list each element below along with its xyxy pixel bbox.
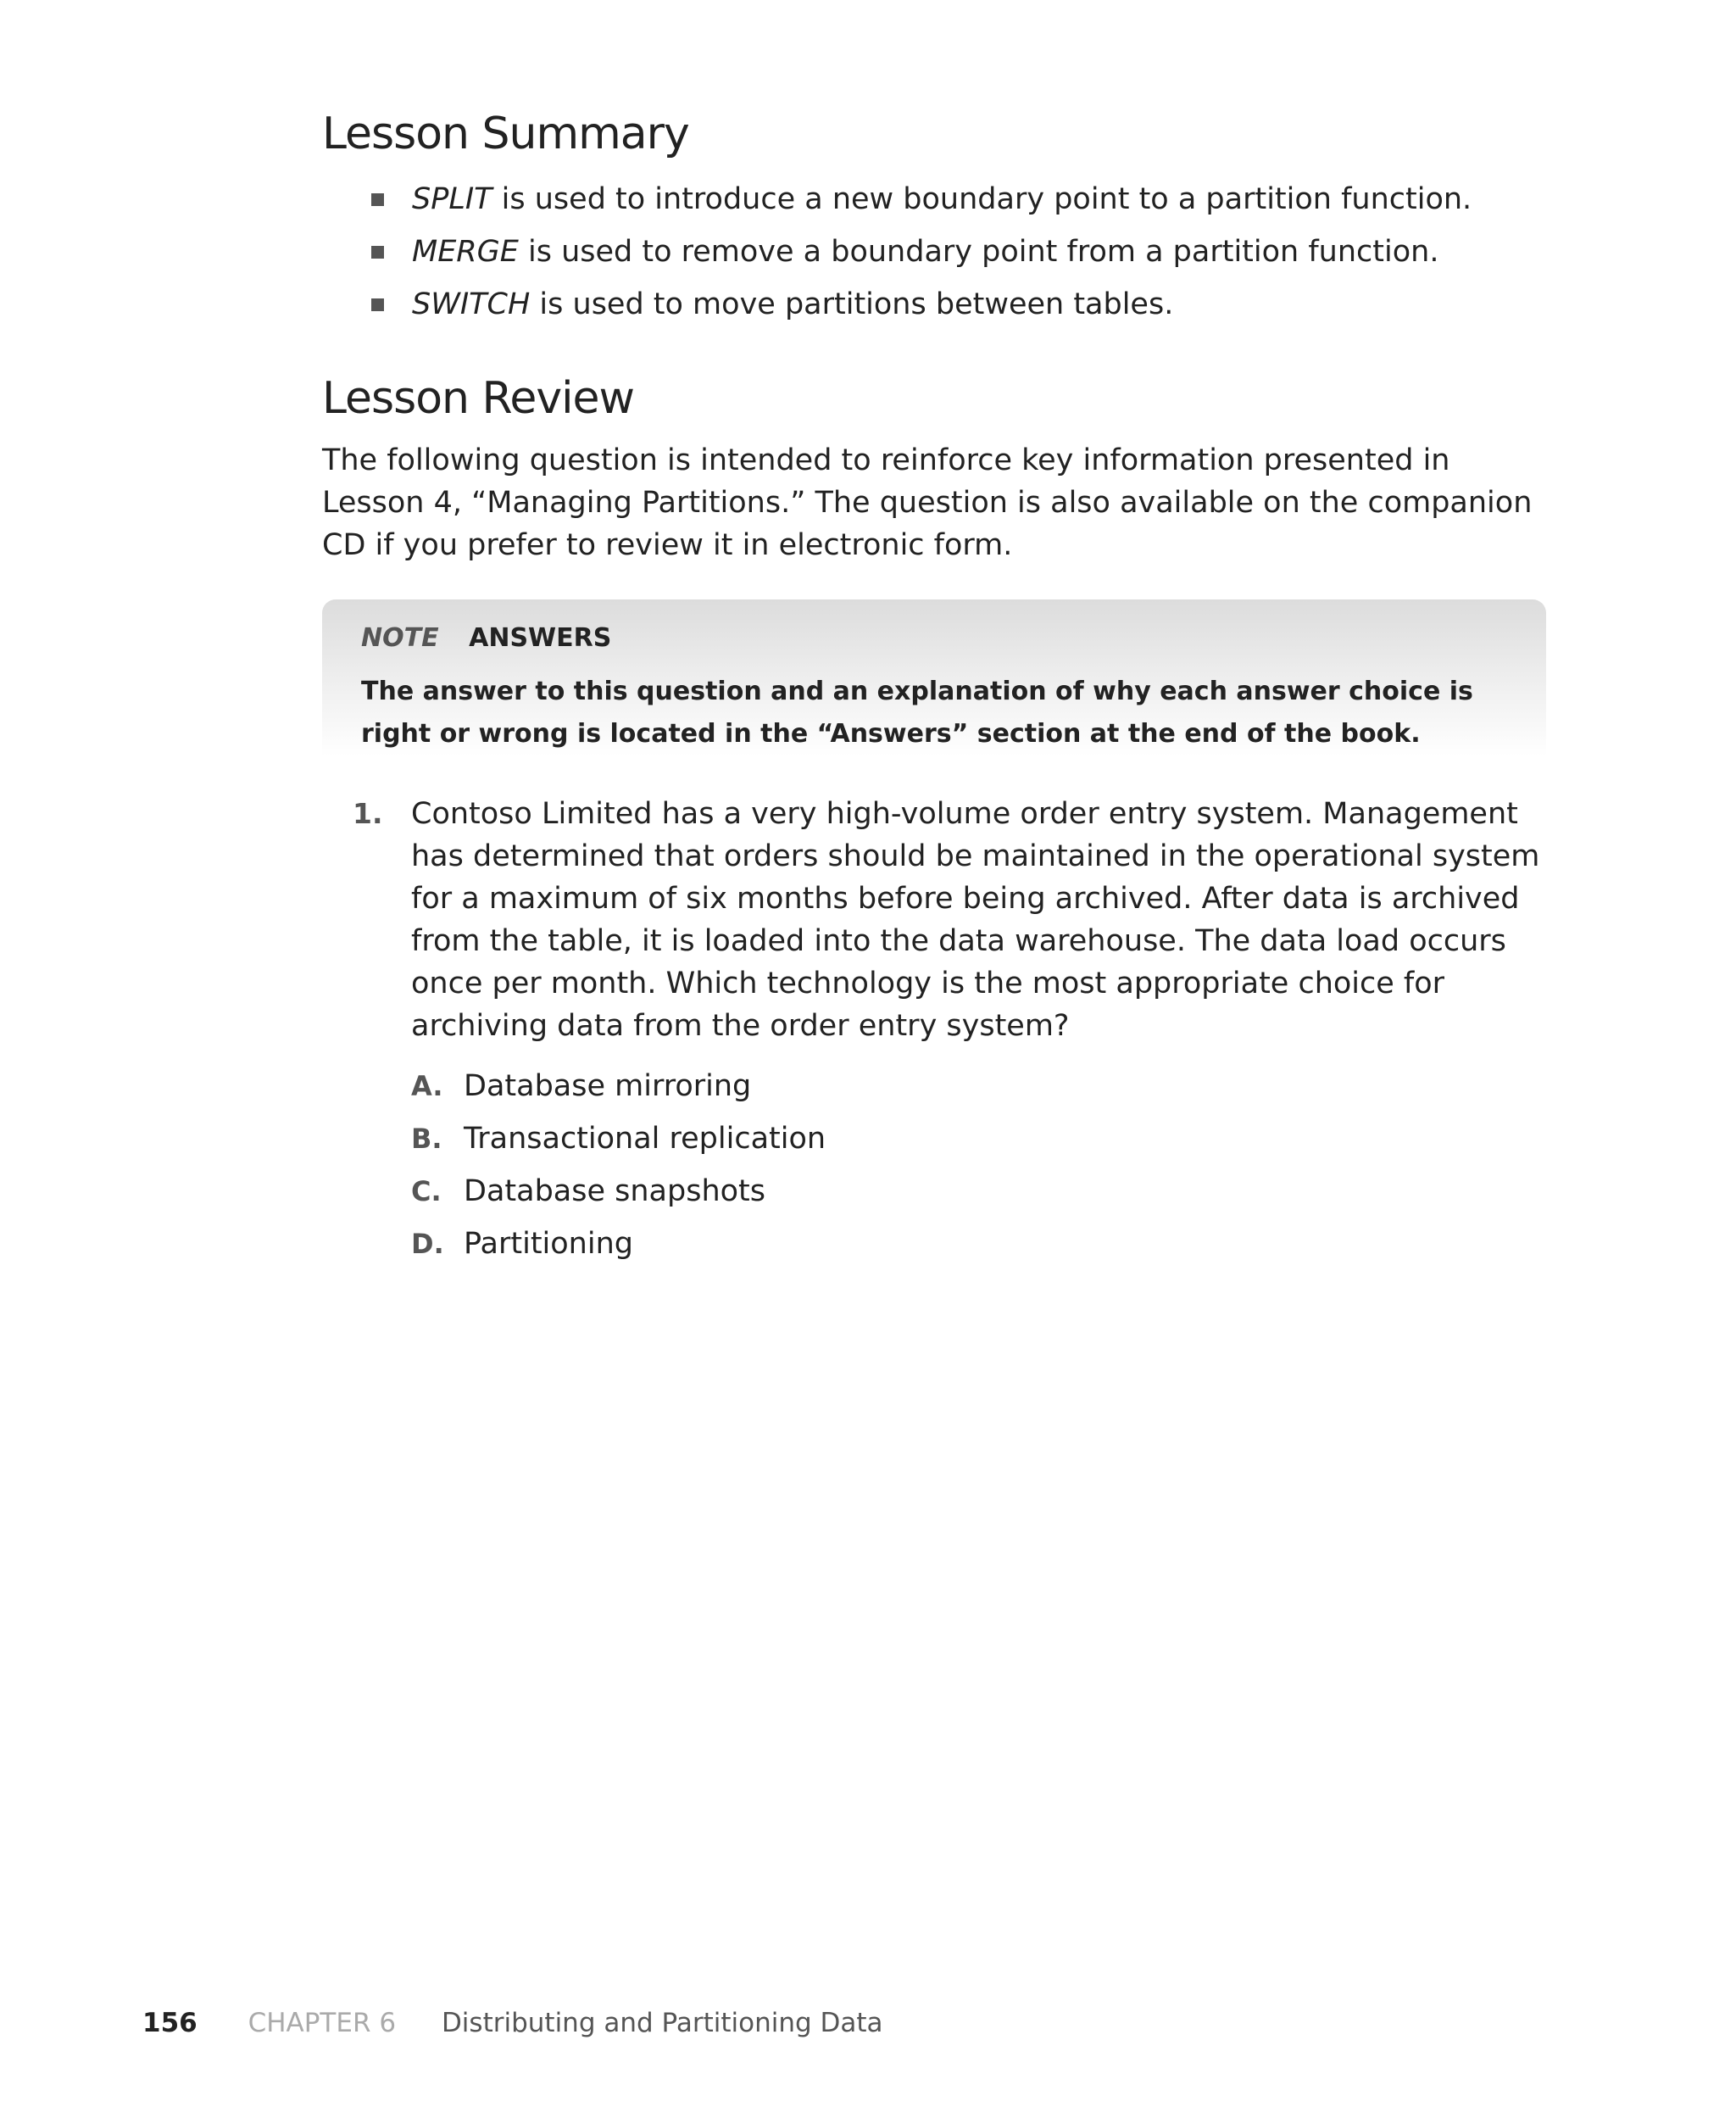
answer-choice xyxy=(411,1218,826,1270)
answer-choice xyxy=(411,1112,826,1165)
list-item xyxy=(371,278,1558,331)
answer-choices xyxy=(411,1060,826,1270)
page-number: 156 xyxy=(142,2008,198,2038)
answer-choice xyxy=(411,1165,826,1218)
lesson-summary-heading: Lesson Summary xyxy=(322,109,689,159)
note-label: NOTE xyxy=(361,623,439,653)
summary-text: is used to introduce a new boundary point to a partition function. xyxy=(492,182,1472,216)
chapter-title: Distributing and Partitioning Data xyxy=(441,2008,883,2038)
choice-text: Transactional replication xyxy=(464,1122,826,1156)
list-item xyxy=(371,173,1558,226)
question-number: 1. xyxy=(353,797,383,830)
choice-letter: A. xyxy=(411,1070,443,1102)
summary-text: is used to move partitions between tables. xyxy=(530,287,1174,321)
chapter-label: CHAPTER 6 xyxy=(248,2008,397,2038)
question-text: Contoso Limited has a very high-volume order entry system. Management has determined that orders should be maintained in the operational system for a maximum of six months before being archived. After data is archived from the table, it is loaded into the data warehouse. The data load occurs once per month. Which technology is the most appropriate choice for archiving data from the order entry system? xyxy=(411,797,1540,1043)
answer-choice xyxy=(411,1060,826,1112)
lesson-summary-list xyxy=(371,173,1558,331)
choice-text: Partitioning xyxy=(464,1227,633,1261)
note-header xyxy=(361,620,611,657)
summary-term: SPLIT xyxy=(412,182,492,216)
square-bullet-icon xyxy=(371,193,384,206)
summary-text: is used to remove a boundary point from a partition function. xyxy=(518,235,1439,269)
summary-term: SWITCH xyxy=(412,287,531,321)
note-box xyxy=(322,599,1546,756)
lesson-review-heading: Lesson Review xyxy=(322,373,635,424)
choice-letter: D. xyxy=(411,1228,444,1260)
choice-letter: C. xyxy=(411,1175,442,1207)
square-bullet-icon xyxy=(371,246,384,259)
summary-term: MERGE xyxy=(412,235,519,269)
page-footer xyxy=(142,2004,883,2042)
list-item xyxy=(371,226,1558,278)
choice-text: Database snapshots xyxy=(464,1174,765,1208)
choice-text: Database mirroring xyxy=(464,1069,752,1103)
note-text: The answer to this question and an explanation of why each answer choice is right or wrong is located in the “Answers” section at the end of the book. xyxy=(361,677,1473,749)
lesson-review-intro: The following question is intended to reinforce key information presented in Lesson 4, “Managing Partitions.” The question is also available on the companion CD if you prefer to review it in electronic form. xyxy=(322,443,1533,562)
note-title: ANSWERS xyxy=(469,623,612,653)
square-bullet-icon xyxy=(371,298,384,311)
choice-letter: B. xyxy=(411,1123,442,1155)
